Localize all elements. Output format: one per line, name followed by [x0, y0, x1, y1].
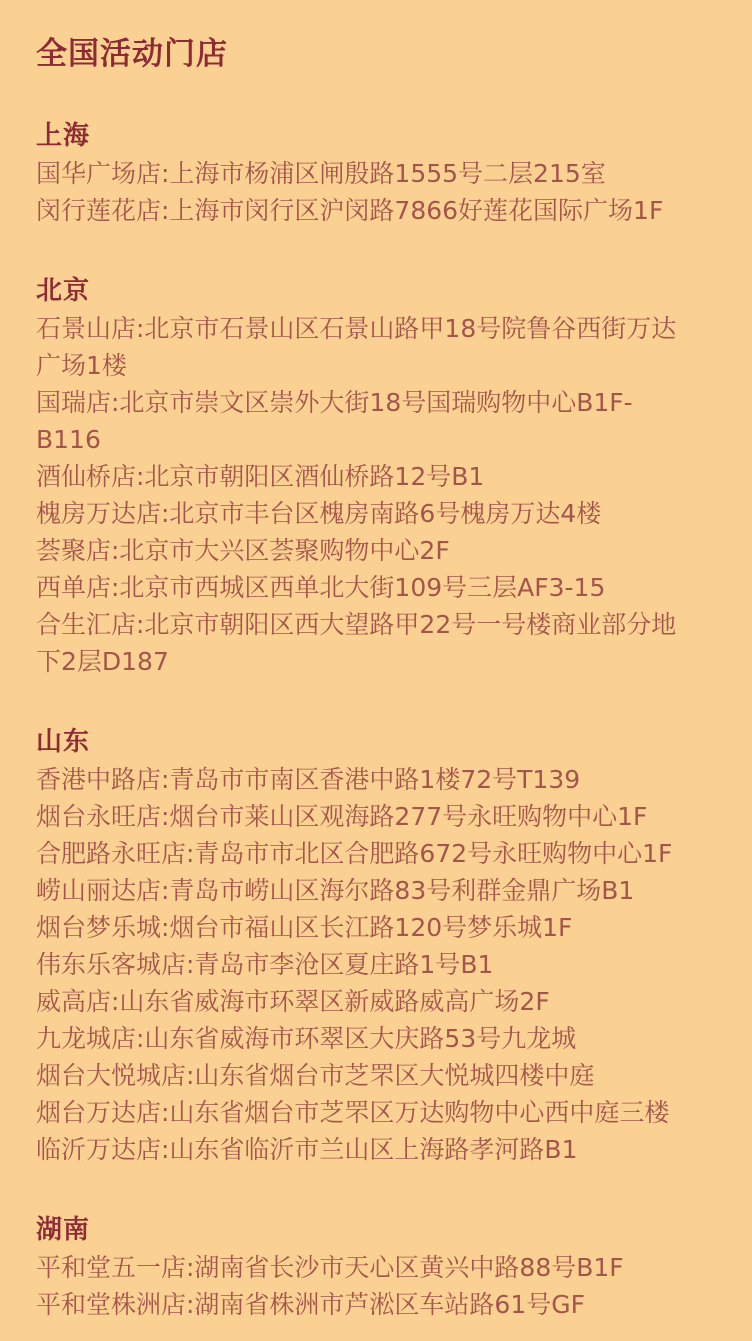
store-address-line: 崂山丽达店:青岛市崂山区海尔路83号利群金鼎广场B1: [36, 876, 635, 905]
region-section: [36, 1212, 696, 1323]
store-address-line: 临沂万达店:山东省临沂市兰山区上海路孝河路B1: [36, 1135, 578, 1164]
region-sections: [36, 118, 696, 1323]
region-heading: 上海: [36, 121, 91, 151]
store-address-line: 烟台万达店:山东省烟台市芝罘区万达购物中心西中庭三楼: [36, 1098, 670, 1127]
region-heading: 北京: [36, 276, 91, 306]
store-address-line: 闵行莲花店:上海市闵行区沪闵路7866好莲花国际广场1F: [36, 196, 664, 225]
store-address-line: 烟台永旺店:烟台市莱山区观海路277号永旺购物中心1F: [36, 802, 648, 831]
store-address-line: 平和堂株洲店:湖南省株洲市芦淞区车站路61号GF: [36, 1290, 585, 1319]
store-address-line: 石景山店:北京市石景山区石景山路甲18号院鲁谷西街万达广场1楼: [36, 314, 677, 380]
store-address-line: 烟台大悦城店:山东省烟台市芝罘区大悦城四楼中庭: [36, 1061, 595, 1090]
store-address-line: 国华广场店:上海市杨浦区闸殷路1555号二层215室: [36, 159, 606, 188]
store-address-line: 合肥路永旺店:青岛市市北区合肥路672号永旺购物中心1F: [36, 839, 673, 868]
store-address-line: 九龙城店:山东省威海市环翠区大庆路53号九龙城: [36, 1024, 577, 1053]
store-address-line: 荟聚店:北京市大兴区荟聚购物中心2F: [36, 536, 450, 565]
store-address-line: 合生汇店:北京市朝阳区西大望路甲22号一号楼商业部分地下2层D187: [36, 610, 677, 676]
store-address-line: 烟台梦乐城:烟台市福山区长江路120号梦乐城1F: [36, 913, 573, 942]
store-list: [36, 155, 696, 229]
store-address-line: 威高店:山东省威海市环翠区新威路威高广场2F: [36, 987, 550, 1016]
store-list: [36, 1249, 696, 1323]
store-list: [36, 310, 696, 680]
store-address-line: 国瑞店:北京市崇文区崇外大街18号国瑞购物中心B1F-B116: [36, 388, 633, 454]
region-section: [36, 724, 696, 1168]
store-address-line: 槐房万达店:北京市丰台区槐房南路6号槐房万达4楼: [36, 499, 602, 528]
region-heading: 湖南: [36, 1215, 91, 1245]
store-address-line: 香港中路店:青岛市市南区香港中路1楼72号T139: [36, 765, 581, 794]
region-section: [36, 118, 696, 229]
store-list: [36, 761, 696, 1168]
store-address-line: 伟东乐客城店:青岛市李沧区夏庄路1号B1: [36, 950, 494, 979]
page-title: 全国活动门店: [36, 36, 228, 72]
region-section: [36, 273, 696, 680]
region-heading: 山东: [36, 727, 91, 757]
store-address-line: 酒仙桥店:北京市朝阳区酒仙桥路12号B1: [36, 462, 485, 491]
store-list-page: [36, 34, 696, 1323]
store-address-line: 平和堂五一店:湖南省长沙市天心区黄兴中路88号B1F: [36, 1253, 624, 1282]
store-address-line: 西单店:北京市西城区西单北大街109号三层AF3-15: [36, 573, 606, 602]
